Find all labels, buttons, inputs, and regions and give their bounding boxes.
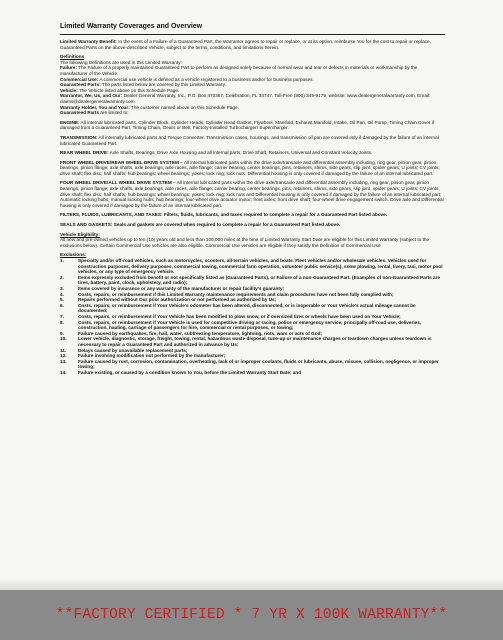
coverage-rear-wheel-drive: REAR WHEEL DRIVE: Axle Shafts, Bearings, Drive Axle Housing and all internal parts, Drive Shaft, Retainers, Universal and Constant Velocity Joints. xyxy=(60,150,373,156)
definition-item: Commercial Use: A commercial use vehicle is defined as a vehicle registered to a business and/or for business purposes. xyxy=(60,76,314,82)
coverage-seals-gaskets: SEALS AND GASKETS: Seals and gaskets are covered when required to complete a repair for a Guaranteed Part listed above. xyxy=(60,222,341,228)
list-item: 11. Delays caused by unavailable replacement parts; xyxy=(60,347,188,353)
list-item: 1. Specialty and/or off-road vehicles, such as motorcycles, scooters, all-terrain vehicles, and boats. Fleet vehicles and/or wholesale vehicles. Vehicles used for construction purposes, delivery purposes, commercial towing, commercial farm operation, volunteer public service(s), snow plowing, rental, livery, taxi, motor pool vehicles, or any type of emergency vehicle. xyxy=(60,258,443,275)
eligibility-text: All new and pre-owned vehicles up to ten (10) years old and less than 100,000 miles at the time of Limited Warranty Start Date are eligible for this Limited Warranty (subject to the exclusions below). Certain Commercial Use vehicles are also eligible. Commercial Use vehicles are eligible if they satisfy the Definition of Commercial Use. xyxy=(60,237,430,248)
coverage-four-wheel-drive: FOUR WHEEL DRIVE/ALL WHEEL DRIVE SYSTEM – All internal lubricated parts within the drive axle/transaxle and differential assembly including, ring gear, pinion gear, pinion bearings, pinion flange; axle shafts, axle bearings, axle races, axle flange; carrier bearing, center bearings, pins, retainers, shims, side gears, slip joint, spider gears; U joints; CV joints; drive shaft; flex disc; half shafts; hub bearings; wheel bearings; yokes; lock ring; lock nuts and Differential housing is only covered if damaged by the failure of an internal lubricated part; Automatic locking hubs; manual locking hubs; hub bearings; four-wheel drive actuator motor; front axles; front drive shaft; four-wheel drive engagement switch. Drive axle and Differential housing is only covered if damaged by the failure of an internal lubricated part. xyxy=(60,180,444,208)
exclusions-heading: Exclusions: xyxy=(60,252,87,258)
page-bottom-shadow xyxy=(0,578,503,590)
definition-item: Warranty Holder, You and Your: The customer named above on this Schedule Page. xyxy=(60,104,239,110)
list-item: 5. Repairs performed without Our prior authorization or not performed as authorized by Us; xyxy=(60,297,277,303)
definitions-intro: The following Definitions are used in this Limited Warranty: xyxy=(60,59,182,65)
list-item: 7. Costs, repairs, or reimbursement if Your Vehicle has been modified to plow snow, or if oversized tires or wheels have been used on Your Vehicle; xyxy=(60,313,401,319)
benefit-label: Limited Warranty Benefit: xyxy=(60,39,117,44)
definition-item: Warrantor, We, Us, and Our: Dealer General Warranty, Inc., P.O. Box 470367, Celebration, FL 34747, Toll-Free (800) 349-9179, website: www.dealergeneralwarranty.com, Email: claims@dealergeneralwarranty.com. xyxy=(60,93,431,104)
coverage-front-wheel-drive: FRONT WHEEL DRIVE/REAR WHEEL DRIVE SYSTEM – All internal lubricated parts within the drive axle/transaxle and differential assembly including, ring gear, pinion gear, pinion bearings, pinion flange; axle shafts, axle bearings, axle races, axle flange; carrier bearing, center bearings, pins, retainers, shims, side gears, slip joint, spider gears; U joints; CV joints; drive shaft; flex disc; half shafts; hub bearings; wheel bearings; yokes; lock ring; lock nuts. Differential housing is only covered if damaged by the failure of an internal lubricated part. xyxy=(60,159,440,176)
benefit-text: In the event of a Failure of a Guaranteed Part, the Warrantor agrees to repair or replace, or at its option, reimburse You for the cost to repair or replace, Guaranteed Parts on the above-described Vehicle, subject to the terms, conditions, and limitations herein. xyxy=(60,39,431,50)
definition-item: Failure: The Failure of a properly maintained Guaranteed Part to perform as designed solely because of normal wear and tear or defects in materials or workmanship by the manufacturer of the Vehicle. xyxy=(60,65,418,76)
banner-text: **FACTORY CERTIFIED * 7 YR X 100K WARRANTY** xyxy=(55,607,448,623)
list-item: 3. Items covered by insurance or any warranty of the manufacturer or repair facility's guaranty; xyxy=(60,285,285,291)
eligibility-section xyxy=(60,232,445,249)
definitions-section xyxy=(60,54,445,116)
list-item: 13. Failure caused by rust, corrosion, contamination, overheating, lack of or improper coolants, fluids or lubricants, abuse, misuse, collision, negligence, or improper towing; xyxy=(60,358,439,370)
list-item: 12. Failure involving modification not performed by the manufacturer; xyxy=(60,353,226,359)
eligibility-heading: Vehicle Eligibility: xyxy=(60,231,100,237)
coverage-engine: ENGINE: All internal lubricated parts, Cylinder Block, Cylinder Heads, Cylinder Head Gasket, Flywheel, Manifold, Exhaust Manifold, Intake, Oil Pan, Oil Pump, Timing Chain Cover if damaged from a Guaranteed Part, Timing Chain, Gears or Belt, Factory-Installed Turbocharger/ Supercharger. xyxy=(60,119,435,131)
definition-item: Vehicle: The Vehicle listed above on this Schedule Page. xyxy=(60,87,180,93)
exclusions-section xyxy=(60,252,445,375)
list-item: 6. Costs, repairs, or reimbursement if Your Vehicle's odometer has been altered, disconnected, or is inoperable or Your Vehicle's actual mileage cannot be documented; xyxy=(60,302,416,314)
list-item: 9. Failure caused by earthquakes, fire, hail, water, subfreezing temperature, lightning, riots, wars or acts of God; xyxy=(60,330,323,336)
coverage-transmission: TRANSMISSION: All internally lubricated parts and Torque Converter. Transmission cases, housings, and transmission oil pan are covered only if damaged by the failure of an internal lubricated Guaranteed Part. xyxy=(60,134,439,146)
list-item: 4. Costs, repairs, or reimbursement if this Limited Warranty maintenance requirements and claim procedures have not been fully complied with; xyxy=(60,291,394,297)
list-item: 2. Items expressly excluded from benefit or not specifically listed as (Guaranteed Parts), or Failure of a non-Guaranteed Part. (Examples of non-Guaranteed Parts are tires, battery, paint, clock, upholstery, and radio); xyxy=(60,274,441,286)
definitions-heading: Definitions xyxy=(60,54,85,60)
exclusions-list xyxy=(60,258,445,375)
list-item: 8. Costs, repairs, or reimbursement if Your Vehicle is used for competitive driving or racing, police or emergency service, principally off-road use, deliveries, construction, hauling, carriage of passengers for hire, commercial or rental purposes, or towing; xyxy=(60,319,422,331)
warranty-document xyxy=(60,22,445,375)
benefit-paragraph xyxy=(60,39,445,50)
definition-item: Guaranteed Parts: The parts listed below are covered by this Limited Warranty. xyxy=(60,82,226,88)
definition-item: Guaranteed Parts are limited to: xyxy=(60,110,129,116)
warranty-banner xyxy=(0,590,503,640)
document-title: Limited Warranty Coverages and Overview xyxy=(60,22,445,35)
list-item: 14. Failure existing, or caused by a condition known to You, before the Limited Warranty Start Date; and xyxy=(60,369,302,375)
coverage-filters-fluids: FILTERS, FLUIDS, LUBRICANTS, AND TAXES: Filters, fluids, lubricants, and taxes required to complete a repair for a Guaranteed Part listed above. xyxy=(60,212,388,218)
list-item: 10. Lower vehicle, diagnostic, storage, freight, towing, rental, hazardous waste disposal, tune-up or maintenance charges or teardown charges unless teardown is necessary to repair a Guaranteed Part and authorized in advance by Us; xyxy=(60,336,432,347)
